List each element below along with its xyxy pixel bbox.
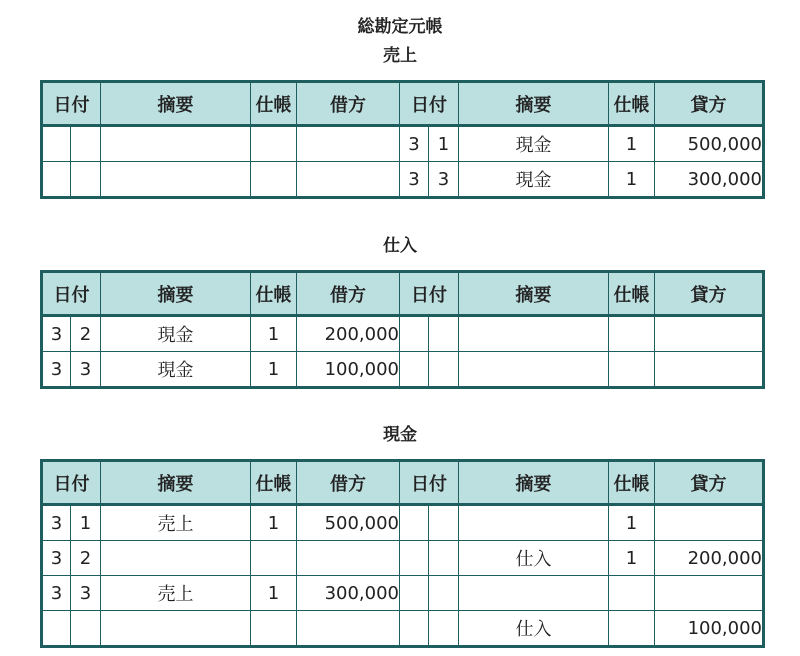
table-row — [42, 352, 764, 388]
debit-month — [42, 611, 71, 647]
debit-ref — [251, 162, 297, 198]
header-date: 日付 — [400, 272, 459, 316]
debit-month — [42, 162, 71, 198]
credit-month — [400, 611, 429, 647]
debit-amount — [297, 162, 400, 198]
credit-day — [429, 541, 459, 576]
credit-amount — [655, 576, 764, 611]
credit-amount: 200,000 — [655, 541, 764, 576]
debit-summary: 現金 — [101, 352, 251, 388]
debit-day — [71, 611, 101, 647]
debit-amount — [297, 126, 400, 162]
credit-summary — [459, 576, 609, 611]
credit-summary: 仕入 — [459, 611, 609, 647]
header-date: 日付 — [42, 82, 101, 126]
credit-month — [400, 316, 429, 352]
table-row — [42, 126, 764, 162]
header-credit: 貸方 — [655, 82, 764, 126]
header-ref: 仕帳 — [251, 461, 297, 505]
header-summary: 摘要 — [459, 82, 609, 126]
ledger-table — [40, 270, 765, 389]
header-debit: 借方 — [297, 461, 400, 505]
debit-summary — [101, 126, 251, 162]
credit-ref: 1 — [609, 505, 655, 541]
credit-ref — [609, 576, 655, 611]
header-date: 日付 — [42, 272, 101, 316]
debit-amount: 100,000 — [297, 352, 400, 388]
credit-day: 3 — [429, 162, 459, 198]
debit-summary: 現金 — [101, 316, 251, 352]
header-row — [42, 82, 764, 126]
header-date: 日付 — [400, 82, 459, 126]
credit-summary — [459, 505, 609, 541]
debit-day: 2 — [71, 541, 101, 576]
debit-month: 3 — [42, 541, 71, 576]
header-ref: 仕帳 — [251, 272, 297, 316]
debit-day: 2 — [71, 316, 101, 352]
debit-amount: 300,000 — [297, 576, 400, 611]
credit-amount: 500,000 — [655, 126, 764, 162]
debit-summary — [101, 611, 251, 647]
credit-day — [429, 505, 459, 541]
header-summary: 摘要 — [101, 461, 251, 505]
table-row — [42, 576, 764, 611]
debit-summary — [101, 541, 251, 576]
credit-month — [400, 576, 429, 611]
credit-ref — [609, 316, 655, 352]
credit-day — [429, 576, 459, 611]
header-summary: 摘要 — [101, 82, 251, 126]
credit-day — [429, 352, 459, 388]
credit-ref: 1 — [609, 541, 655, 576]
header-row — [42, 272, 764, 316]
header-row — [42, 461, 764, 505]
debit-day: 3 — [71, 576, 101, 611]
debit-amount: 500,000 — [297, 505, 400, 541]
table-row — [42, 541, 764, 576]
debit-day: 3 — [71, 352, 101, 388]
debit-ref: 1 — [251, 505, 297, 541]
credit-amount: 300,000 — [655, 162, 764, 198]
header-debit: 借方 — [297, 82, 400, 126]
debit-ref — [251, 126, 297, 162]
credit-month — [400, 352, 429, 388]
table-row — [42, 316, 764, 352]
debit-month: 3 — [42, 352, 71, 388]
credit-summary — [459, 316, 609, 352]
debit-summary: 売上 — [101, 505, 251, 541]
debit-summary — [101, 162, 251, 198]
header-ref: 仕帳 — [609, 272, 655, 316]
header-credit: 貸方 — [655, 272, 764, 316]
credit-month: 3 — [400, 126, 429, 162]
ledger-title: 現金 — [383, 425, 417, 445]
header-ref: 仕帳 — [251, 82, 297, 126]
debit-summary: 売上 — [101, 576, 251, 611]
credit-amount — [655, 316, 764, 352]
page-title: 総勘定元帳 — [357, 17, 443, 37]
credit-month — [400, 505, 429, 541]
debit-month — [42, 126, 71, 162]
table-row — [42, 162, 764, 198]
header-date: 日付 — [400, 461, 459, 505]
debit-month: 3 — [42, 576, 71, 611]
ledger-title: 仕入 — [383, 236, 417, 256]
debit-amount: 200,000 — [297, 316, 400, 352]
credit-amount — [655, 352, 764, 388]
ledger-table — [40, 80, 765, 199]
credit-day: 1 — [429, 126, 459, 162]
header-summary: 摘要 — [459, 461, 609, 505]
debit-amount — [297, 611, 400, 647]
credit-day — [429, 316, 459, 352]
credit-amount: 100,000 — [655, 611, 764, 647]
debit-month: 3 — [42, 505, 71, 541]
header-summary: 摘要 — [459, 272, 609, 316]
header-date: 日付 — [42, 461, 101, 505]
header-credit: 貸方 — [655, 461, 764, 505]
credit-ref: 1 — [609, 162, 655, 198]
debit-ref — [251, 541, 297, 576]
table-row — [42, 611, 764, 647]
credit-month: 3 — [400, 162, 429, 198]
header-ref: 仕帳 — [609, 461, 655, 505]
credit-ref — [609, 352, 655, 388]
debit-day: 1 — [71, 505, 101, 541]
debit-ref — [251, 611, 297, 647]
credit-day — [429, 611, 459, 647]
credit-ref — [609, 611, 655, 647]
ledger-title: 売上 — [383, 46, 417, 66]
debit-ref: 1 — [251, 352, 297, 388]
credit-summary — [459, 352, 609, 388]
debit-amount — [297, 541, 400, 576]
header-summary: 摘要 — [101, 272, 251, 316]
credit-summary: 現金 — [459, 126, 609, 162]
ledger-table — [40, 459, 765, 648]
credit-summary: 仕入 — [459, 541, 609, 576]
credit-amount — [655, 505, 764, 541]
debit-ref: 1 — [251, 576, 297, 611]
header-debit: 借方 — [297, 272, 400, 316]
debit-ref: 1 — [251, 316, 297, 352]
debit-day — [71, 126, 101, 162]
credit-summary: 現金 — [459, 162, 609, 198]
header-ref: 仕帳 — [609, 82, 655, 126]
credit-month — [400, 541, 429, 576]
credit-ref: 1 — [609, 126, 655, 162]
debit-month: 3 — [42, 316, 71, 352]
debit-day — [71, 162, 101, 198]
table-row — [42, 505, 764, 541]
